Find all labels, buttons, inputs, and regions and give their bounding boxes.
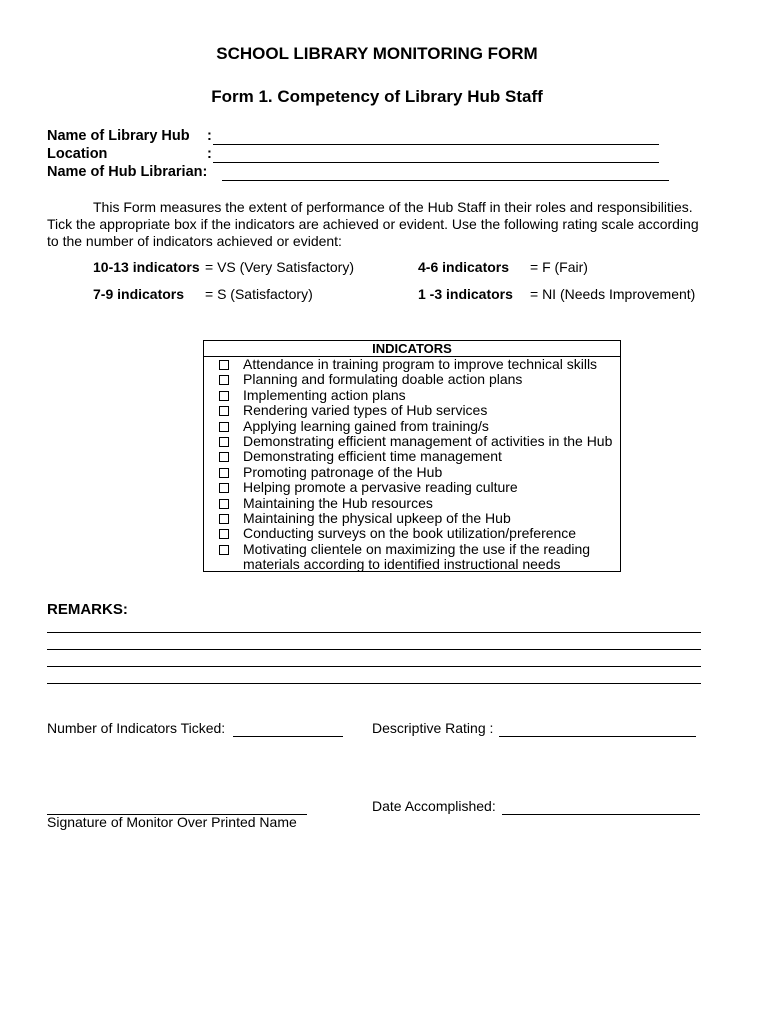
librarian-label: Name of Hub Librarian: (47, 164, 208, 180)
indicator-checkbox[interactable] (219, 514, 229, 524)
indicator-text: Implementing action plans (243, 386, 406, 403)
remarks-line-2[interactable] (47, 649, 701, 650)
indicator-checkbox[interactable] (219, 406, 229, 416)
hub-name-colon: : (207, 128, 212, 144)
librarian-field[interactable] (222, 164, 669, 181)
indicator-checkbox[interactable] (219, 437, 229, 447)
indicator-text: Conducting surveys on the book utilization/preference (243, 525, 577, 542)
signature-label: Signature of Monitor Over Printed Name (47, 814, 297, 830)
indicator-text: Maintaining the physical upkeep of the Hub (243, 509, 511, 526)
indicator-row (204, 542, 620, 557)
indicator-text: Rendering varied types of Hub services (243, 402, 488, 419)
indicator-checkbox[interactable] (219, 483, 229, 493)
indicators-list (204, 357, 620, 572)
ticked-field[interactable] (233, 720, 343, 737)
indicator-text: Helping promote a pervasive reading culture (243, 479, 518, 496)
rating-field[interactable] (499, 720, 696, 737)
scale-ni-desc: = NI (Needs Improvement) (530, 286, 696, 302)
indicator-text: Demonstrating efficient management of activities in the Hub (243, 432, 613, 449)
indicator-row (204, 526, 620, 541)
scale-f-range: 4-6 indicators (418, 259, 510, 275)
scale-f-desc: = F (Fair) (530, 259, 588, 275)
indicator-row (204, 480, 620, 495)
indicator-checkbox[interactable] (219, 360, 229, 370)
scale-s-desc: = S (Satisfactory) (205, 286, 313, 302)
hub-name-field[interactable] (213, 128, 659, 145)
indicator-text: Attendance in training program to improve technical skills (243, 356, 598, 372)
indicator-checkbox[interactable] (219, 545, 229, 555)
indicators-heading: INDICATORS (204, 341, 620, 357)
indicator-checkbox[interactable] (219, 499, 229, 509)
indicator-row (204, 357, 620, 372)
indicator-text: Demonstrating efficient time management (243, 448, 502, 465)
indicator-row (204, 403, 620, 418)
indicator-row (204, 449, 620, 464)
indicator-text: materials according to identified instructional needs (243, 556, 561, 573)
indicator-checkbox[interactable] (219, 391, 229, 401)
indicator-row (204, 465, 620, 480)
indicators-table (203, 340, 621, 572)
indicator-checkbox[interactable] (219, 422, 229, 432)
scale-vs-range: 10-13 indicators (93, 259, 200, 275)
indicator-checkbox[interactable] (219, 452, 229, 462)
indicator-row (204, 419, 620, 434)
scale-s-range: 7-9 indicators (93, 286, 185, 302)
location-colon: : (207, 146, 212, 162)
remarks-line-3[interactable] (47, 666, 701, 667)
signature-field[interactable] (47, 798, 307, 815)
remarks-line-1[interactable] (47, 632, 701, 633)
indicator-row (204, 388, 620, 403)
indicator-text: Applying learning gained from training/s (243, 417, 489, 434)
indicator-row (204, 372, 620, 387)
indicator-checkbox[interactable] (219, 529, 229, 539)
location-label: Location (47, 146, 108, 162)
date-field[interactable] (502, 798, 700, 815)
hub-name-label: Name of Library Hub (47, 128, 190, 144)
intro-text: This Form measures the extent of performance of the Hub Staff in their roles and responsibilities. Tick the appropriate box if the indicators are achieved or evident. Use the following rating scale according to the number of indicators achieved or evident: (47, 199, 699, 249)
page-title: SCHOOL LIBRARY MONITORING FORM (216, 44, 538, 63)
indicator-checkbox[interactable] (219, 375, 229, 385)
location-field[interactable] (213, 146, 659, 163)
indicator-text: Motivating clientele on maximizing the use if the reading (243, 540, 591, 557)
indicator-row-continuation (204, 557, 620, 572)
remarks-line-4[interactable] (47, 683, 701, 684)
indicator-text: Promoting patronage of the Hub (243, 463, 443, 480)
indicator-text: Maintaining the Hub resources (243, 494, 433, 511)
form-subtitle: Form 1. Competency of Library Hub Staff (211, 87, 543, 106)
ticked-label: Number of Indicators Ticked: (47, 720, 226, 736)
indicator-text: Planning and formulating doable action plans (243, 371, 523, 388)
indicator-checkbox[interactable] (219, 468, 229, 478)
date-label: Date Accomplished: (372, 798, 496, 814)
scale-ni-range: 1 -3 indicators (418, 286, 513, 302)
remarks-label: REMARKS: (47, 601, 128, 618)
scale-vs-desc: = VS (Very Satisfactory) (205, 259, 354, 275)
intro-paragraph (47, 199, 712, 250)
indicator-row (204, 496, 620, 511)
indicator-row (204, 434, 620, 449)
rating-label: Descriptive Rating : (372, 720, 494, 736)
indicator-row (204, 511, 620, 526)
